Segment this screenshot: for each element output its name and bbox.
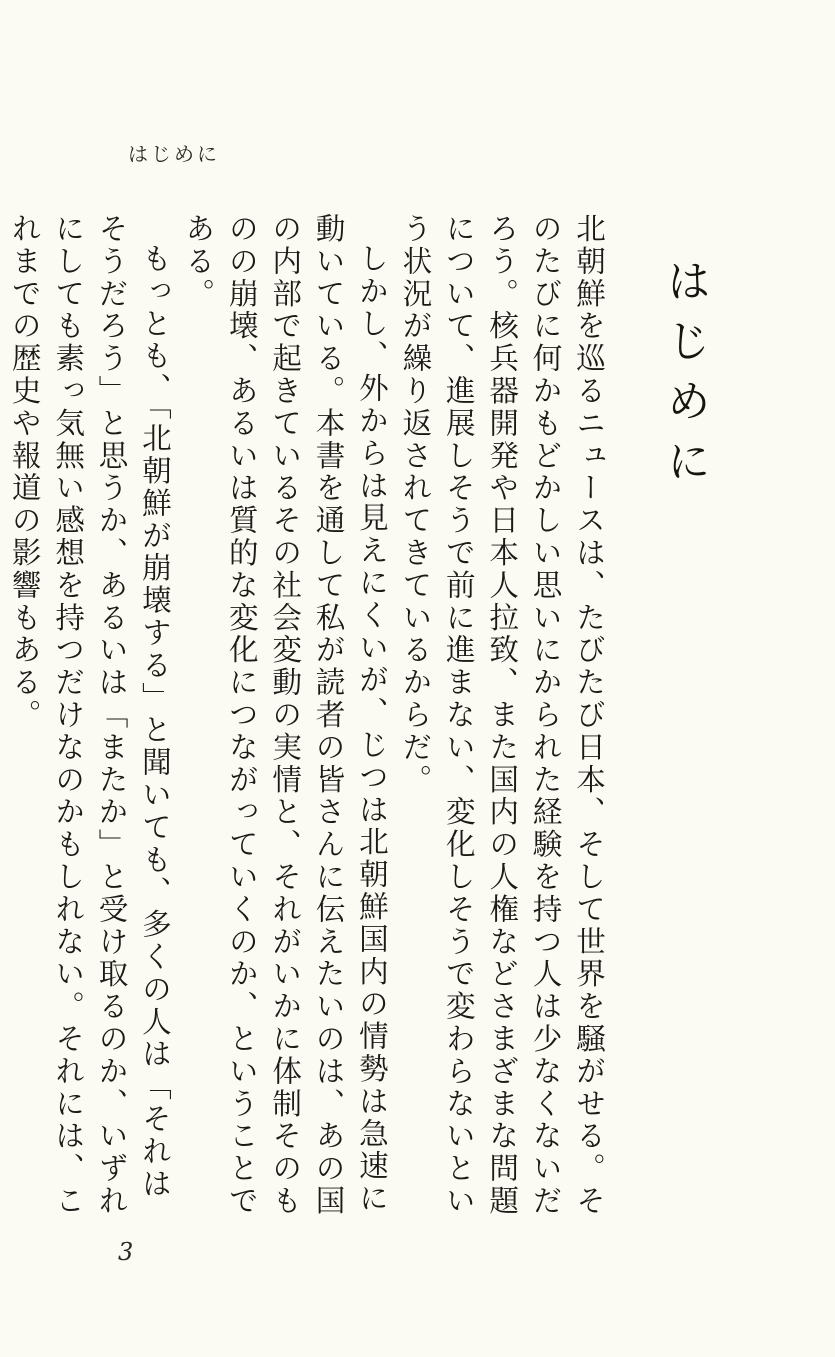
body-text <box>0 213 610 1223</box>
paragraph-4 <box>0 213 2 1223</box>
paragraph-1: 北朝鮮を巡るニュースは、たびたび日本、そして世界を騒がせる。そのたびに何かもどかしい思いにかられた経験を持つ人は少なくないだろう。核兵器開発や日本人拉致、また国内の人権などさまざまな問題について、進展しそうで前に進まない、変化しそうで変わらないという状況が繰り返されてきているからだ。 <box>398 213 606 1218</box>
paragraph-3: もっとも、「北朝鮮が崩壊する」と聞いても、多くの人は「それはそうだろう」と思うか、あるいは「またか」と受け取るのか、いずれにしても素っ気無い感想を持つだけなのかもしれない。それには、これまでの歴史や報道の影響もある。 <box>7 213 172 1218</box>
page-number: 3 <box>118 1238 134 1266</box>
paragraph-2: しかし、外からは見えにくいが、じつは北朝鮮国内の情勢は急速に動いている。本書を通して私が読者の皆さんに伝えたいのは、あの国の内部で起きているその社会変動の実情と、それがいかに体制そのものの崩壊、あるいは質的な変化につながっていくのか、ということである。 <box>181 213 389 1218</box>
running-head: はじめに <box>128 142 220 166</box>
chapter-title: はじめに <box>659 258 710 498</box>
